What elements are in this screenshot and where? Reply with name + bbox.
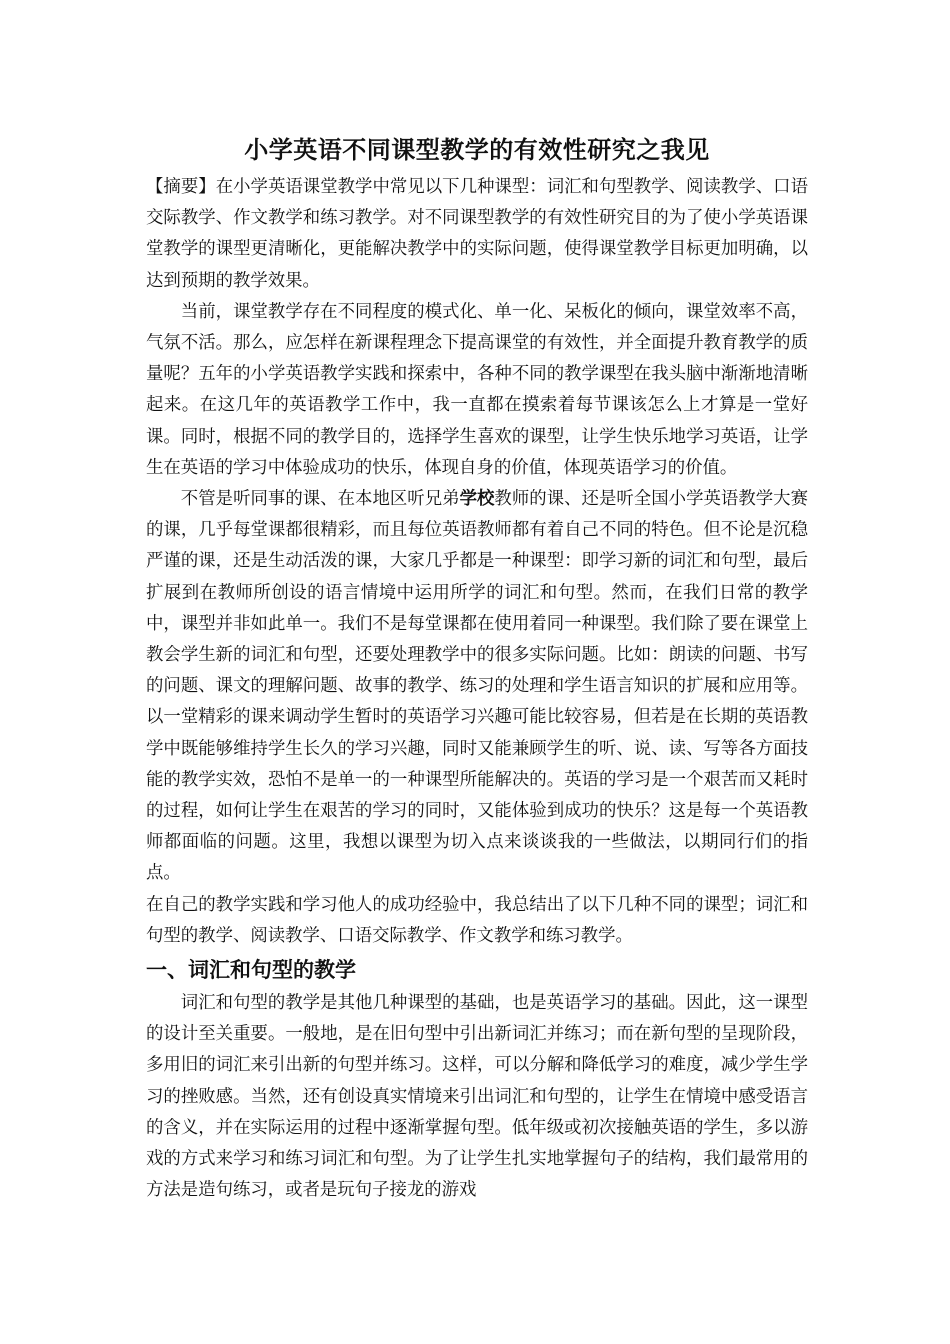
body-paragraph: 当前，课堂教学存在不同程度的模式化、单一化、呆板化的倾向，课堂效率不高，气氛不活。那么，应怎样在新课程理念下提高课堂的有效性，并全面提升教育教学的质量呢？五年的小学英语教学实践和探索中，各种不同的教学课型在我头脑中渐渐地清晰起来。在这几年的英语教学工作中，我一直都在摸索着每节课该怎么上才算是一堂好课。同时，根据不同的教学目的，选择学生喜欢的课型，让学生快乐地学习英语，让学生在英语的学习中体验成功的快乐，体现自身的价值，体现英语学习的价值。 (146, 301, 808, 478)
section-heading: 一、词汇和句型的教学 (146, 958, 356, 983)
document-page (146, 128, 808, 1207)
body-paragraph-schools (146, 484, 808, 890)
bold-keyword: 学校 (459, 489, 495, 510)
course-types-paragraph: 在自己的教学实践和学习他人的成功经验中，我总结出了以下几种不同的课型；词汇和句型的教学、阅读教学、口语交际教学、作文教学和练习教学。 (146, 894, 808, 946)
document-title: 小学英语不同课型教学的有效性研究之我见 (244, 136, 710, 164)
paragraph-text-after: 教师的课、还是听全国小学英语教学大赛的课，几乎每堂课都很精彩，而且每位英语教师都有着自己不同的特色。但不论是沉稳严谨的课，还是生动活泼的课，大家几乎都是一种课型：即学习新的词汇和句型，最后扩展到在教师所创设的语言情境中运用所学的词汇和句型。然而，在我们日常的教学中，课型并非如此单一。我们不是每堂课都在使用着同一种课型。我们除了要在课堂上教会学生新的词汇和句型，还要处理教学中的很多实际问题。比如：朗读的问题、书写的问题、课文的理解问题、故事的教学、练习的处理和学生语言知识的扩展和应用等。以一堂精彩的课来调动学生暂时的英语学习兴趣可能比较容易，但若是在长期的英语教学中既能够维持学生长久的学习兴趣，同时又能兼顾学生的听、说、读、写等各方面技能的教学实效，恐怕不是单一的一种课型所能解决的。英语的学习是一个艰苦而又耗时的过程，如何让学生在艰苦的学习的同时，又能体验到成功的快乐？这是每一个英语教师都面临的问题。这里，我想以课型为切入点来谈谈我的一些做法，以期同行们的指点。 (146, 489, 808, 884)
abstract-text: 在小学英语课堂教学中常见以下几种课型：词汇和句型教学、阅读教学、口语交际教学、作文教学和练习教学。对不同课型教学的有效性研究目的为了使小学英语课堂教学的课型更清晰化，更能解决教学中的实际问题，使得课堂教学目标更加明确，以达到预期的教学效果。 (146, 177, 808, 291)
paragraph-text-before: 不管是听同事的课、在本地区听兄弟 (180, 489, 460, 510)
abstract-paragraph (146, 172, 808, 297)
abstract-label: 【摘要】 (146, 177, 216, 197)
section-paragraph: 词汇和句型的教学是其他几种课型的基础，也是英语学习的基础。因此，这一课型的设计至关重要。一般地，是在旧句型中引出新词汇并练习；而在新句型的呈现阶段，多用旧的词汇来引出新的句型并练习。这样，可以分解和降低学习的难度，减少学生学习的挫败感。当然，还有创设真实情境来引出词汇和句型的，让学生在情境中感受语言的含义，并在实际运用的过程中逐渐掌握句型。低年级或初次接触英语的学生，多以游戏的方式来学习和练习词汇和句型。为了让学生扎实地掌握句子的结构，我们最常用的方法是造句练习，或者是玩句子接龙的游戏 (146, 993, 808, 1201)
